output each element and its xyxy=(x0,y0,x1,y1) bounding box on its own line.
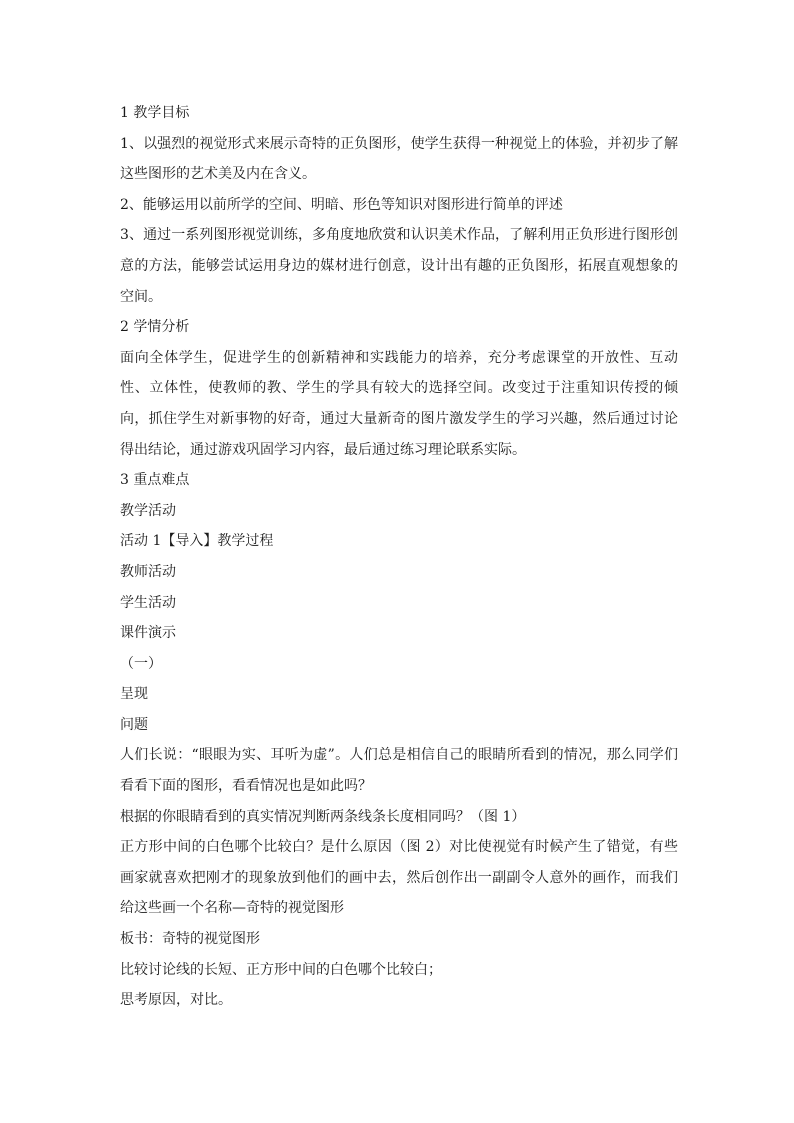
student-activity-label: 学生活动 xyxy=(120,594,176,611)
section-heading-student-analysis: 2 学情分析 xyxy=(120,319,190,336)
student-task-compare: 比较讨论线的长短、正方形中间的白色哪个比较白； xyxy=(120,961,442,978)
question-figure-1: 根据的你眼睛看到的真实情况判断两条线条长度相同吗？（图 1） xyxy=(120,808,526,825)
teaching-activities-label: 教学活动 xyxy=(120,502,176,519)
goal-item-3: 3、通过一系列图形视觉训练，多角度地欣赏和认识美术作品，了解利用正负形进行图形创意的方法，能够尝试运用身边的媒材进行创意，设计出有趣的正负图形，拓展直观想象的空间。 xyxy=(120,227,678,305)
section-heading-key-points: 3 重点难点 xyxy=(120,472,190,489)
courseware-demo-label: 课件演示 xyxy=(120,625,176,642)
intro-paragraph: 人们长说：“眼眼为实、耳听为虚”。人们总是相信自己的眼睛所看到的情况，那么同学们看看下面的图形，看看情况也是如此吗？ xyxy=(120,747,678,795)
question-figure-2-paragraph: 正方形中间的白色哪个比较白？是什么原因（图 2）对比使视觉有时候产生了错觉，有些画家就喜欢把刚才的现象放到他们的画中去，然后创作出一副副令人意外的画作，而我们给这些画一个名称—奇特的视觉图形 xyxy=(120,839,678,917)
step-number: （一） xyxy=(120,655,162,672)
activity-1-heading: 活动 1【导入】教学过程 xyxy=(120,533,274,550)
goal-item-2: 2、能够运用以前所学的空间、明暗、形色等知识对图形进行简单的评述 xyxy=(120,196,563,213)
document-page xyxy=(120,98,678,1016)
student-task-think: 思考原因，对比。 xyxy=(120,992,232,1009)
goal-item-1: 1、以强烈的视觉形式来展示奇特的正负图形，使学生获得一种视觉上的体验，并初步了解这些图形的艺术美及内在含义。 xyxy=(120,135,678,183)
blackboard-note: 板书：奇特的视觉图形 xyxy=(120,931,260,948)
student-analysis-paragraph: 面向全体学生，促进学生的创新精神和实践能力的培养，充分考虑课堂的开放性、互动性、立体性，使教师的教、学生的学具有较大的选择空间。改变过于注重知识传授的倾向，抓住学生对新事物的好奇，通过大量新奇的图片激发学生的学习兴趣，然后通过讨论得出结论，通过游戏巩固学习内容，最后通过练习理论联系实际。 xyxy=(120,349,678,458)
step-present-label: 呈现 xyxy=(120,686,148,703)
teacher-activity-label: 教师活动 xyxy=(120,563,176,580)
step-question-label: 问题 xyxy=(120,716,148,733)
section-heading-teaching-goals: 1 教学目标 xyxy=(120,105,190,121)
